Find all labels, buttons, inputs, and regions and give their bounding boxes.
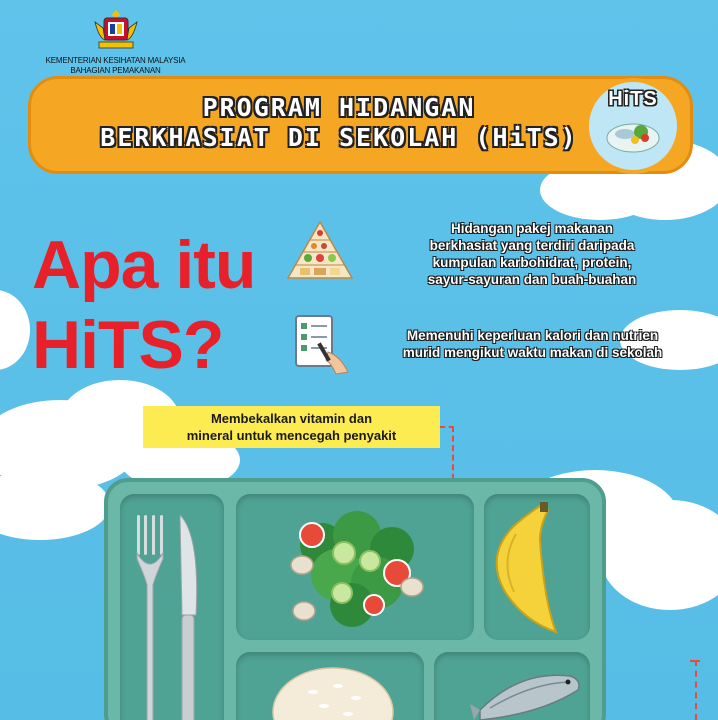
info-item-1-line2: berkhasiat yang terdiri daripada — [429, 238, 635, 253]
headline — [32, 225, 282, 385]
checklist-icon — [292, 312, 354, 376]
rice-icon — [268, 662, 398, 720]
info-item-1 — [372, 220, 692, 288]
connector-right-v — [695, 660, 697, 720]
info-item-2-line2: murid mengikut waktu makan di sekolah — [402, 345, 663, 360]
ministry-name: KEMENTERIAN KESIHATAN MALAYSIA — [45, 56, 186, 65]
callout-line1: Membekalkan vitamin dan — [210, 411, 373, 426]
info-item-1-line4: sayur-sayuran dan buah-buahan — [427, 272, 637, 287]
info-item-2 — [360, 327, 705, 361]
salad-icon — [282, 505, 432, 635]
headline-line2: HiTS? — [32, 307, 224, 383]
info-item-1-line1: Hidangan pakej makanan — [450, 221, 614, 236]
banner-title — [59, 93, 619, 153]
callout-line2: mineral untuk mencegah penyakit — [186, 428, 397, 443]
banana-icon — [482, 500, 562, 640]
fish-icon — [470, 664, 590, 720]
knife-icon — [172, 515, 204, 720]
banner-title-line1: PROGRAM HIDANGAN — [202, 93, 476, 122]
hits-logo-icon — [585, 78, 681, 174]
vitamin-callout — [143, 406, 440, 448]
headline-line1: Apa itu — [32, 227, 256, 303]
cloud-mid-left — [0, 290, 30, 370]
malaysia-crest-icon — [91, 8, 141, 54]
info-item-2-line1: Memenuhi keperluan kalori dan nutrien — [406, 328, 659, 343]
banner-title-line2: BERKHASIAT DI SEKOLAH (HiTS) — [100, 123, 578, 152]
hits-logo-text: HiTS — [608, 88, 658, 110]
food-pyramid-icon — [286, 220, 354, 280]
fork-icon — [133, 515, 167, 720]
ministry-header — [28, 8, 203, 76]
info-item-1-line3: kumpulan karbohidrat, protein, — [432, 255, 632, 270]
division-name: BAHAGIAN PEMAKANAN — [70, 66, 161, 75]
